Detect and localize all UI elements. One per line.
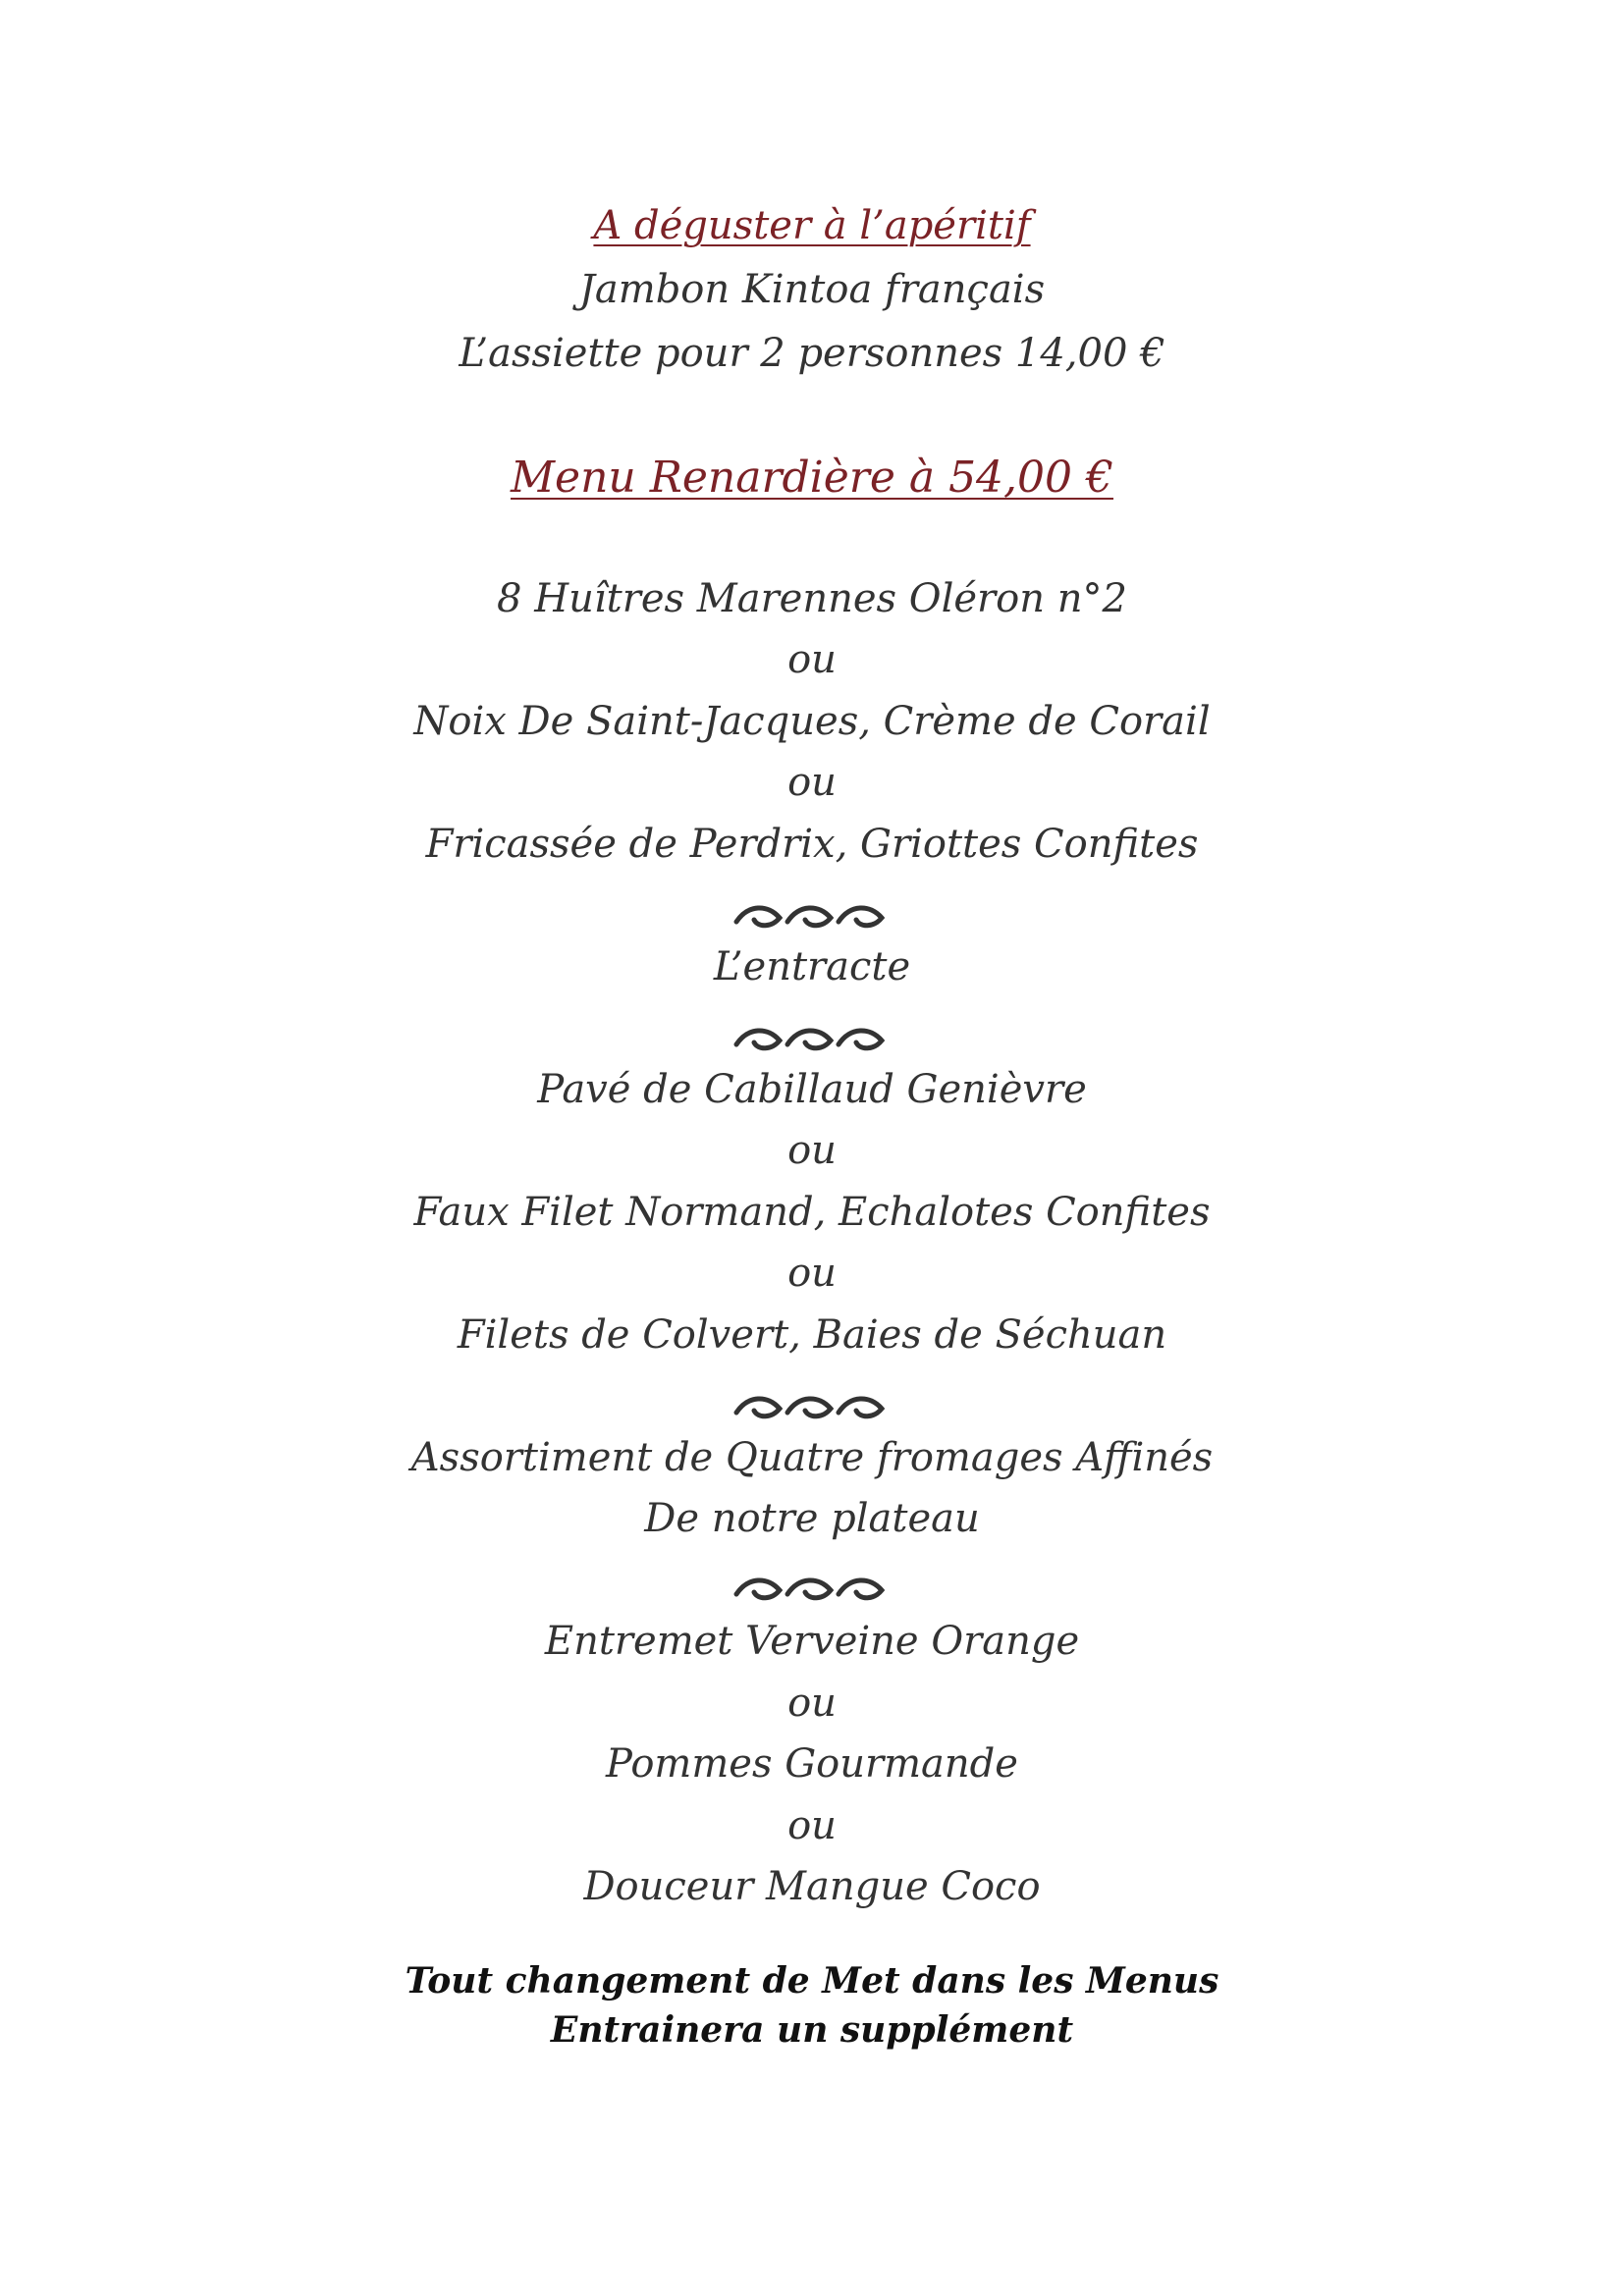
or-separator: ou	[787, 760, 837, 805]
or-separator: ou	[787, 1681, 837, 1726]
starter-1: 8 Huîtres Marennes Oléron n°2	[497, 576, 1127, 621]
main-1: Pavé de Cabillaud Genièvre	[537, 1067, 1087, 1112]
starter-2: Noix De Saint-Jacques, Crème de Corail	[413, 699, 1211, 744]
main-2: Faux Filet Normand, Echalotes Confites	[413, 1190, 1211, 1235]
aperitif-title: A déguster à l’apéritif	[593, 203, 1031, 248]
cheese-2: De notre plateau	[644, 1496, 980, 1541]
or-separator: ou	[787, 1251, 837, 1296]
footer-note-line1: Tout changement de Met dans les Menus	[405, 1960, 1219, 2002]
dessert-2: Pommes Gourmande	[606, 1741, 1018, 1787]
or-separator: ou	[787, 1803, 837, 1848]
main-3: Filets de Colvert, Baies de Séchuan	[457, 1312, 1167, 1358]
menu-title: Menu Renardière à 54,00 €	[510, 453, 1114, 503]
starter-3: Fricassée de Perdrix, Griottes Confites	[425, 822, 1199, 867]
or-separator: ou	[787, 1128, 837, 1173]
aperitif-item: Jambon Kintoa français	[578, 267, 1046, 312]
footer-note-line2: Entrainera un supplément	[550, 2009, 1074, 2051]
scroll-flourish-icon	[0, 1389, 1624, 1428]
cheese-1: Assortiment de Quatre fromages Affinés	[410, 1435, 1214, 1480]
dessert-3: Douceur Mangue Coco	[583, 1864, 1041, 1909]
scroll-flourish-icon	[0, 1021, 1624, 1060]
intermission: L’entracte	[713, 944, 911, 989]
scroll-flourish-icon	[0, 898, 1624, 937]
dessert-1: Entremet Verveine Orange	[544, 1619, 1080, 1664]
scroll-flourish-icon	[0, 1571, 1624, 1610]
or-separator: ou	[787, 637, 837, 682]
aperitif-price: L’assiette pour 2 personnes 14,00 €	[459, 331, 1165, 376]
